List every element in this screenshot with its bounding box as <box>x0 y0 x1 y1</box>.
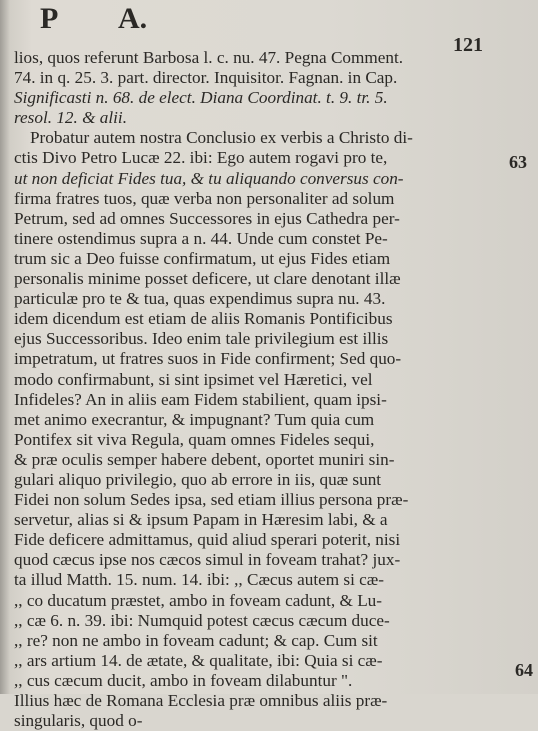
text-line: ,, re? non ne ambo in foveam cadunt; & cap. Cum sit <box>14 630 378 650</box>
text-line: 74. in q. 25. 3. part. director. Inquisitor. Fagnan. in Cap. <box>14 68 398 88</box>
header-letter-left: P <box>40 2 61 35</box>
text-line: ctis Divo Petro Lucæ 22. ibi: Ego autem rogavi pro te, <box>14 148 388 168</box>
text-line: idem dicendum est etiam de aliis Romanis Pontificibus <box>14 309 393 329</box>
margin-note: 64 <box>515 660 533 680</box>
text-line: ,, ars artium 14. de ætate, & qualitate, ibi: Quia si cæ- <box>14 650 383 670</box>
text-line: resol. 12. & alii. <box>14 108 127 128</box>
page-number: 121 <box>453 34 483 56</box>
text-line: ,, cæ 6. n. 39. ibi: Numquid potest cæcus cæcum duce- <box>14 610 390 630</box>
text-line: met animo execrantur, & impugnant? Tum quia cum <box>14 409 375 429</box>
text-line: tinere ostendimus supra a n. 44. Unde cum constet Pe- <box>14 228 388 248</box>
text-line: ut non deficiat Fides tua, & tu aliquando conversus con- <box>14 168 404 188</box>
text-line: & præ oculis semper habere debent, oportet muniri sin- <box>14 449 395 469</box>
text-line: Probatur autem nostra Conclusio ex verbis a Christo di- <box>30 128 413 148</box>
text-line: ejus Successoribus. Ideo enim tale privilegium est illis <box>14 329 389 349</box>
text-line: Illius hæc de Romana Ecclesia præ omnibus aliis præ- <box>14 691 388 710</box>
text-line: ta illud Matth. 15. num. 14. ibi: ,, Cæcus autem si cæ- <box>14 570 384 590</box>
page-gutter-shadow <box>0 0 10 694</box>
text-line: firma fratres tuos, quæ verba non personaliter ad solum <box>14 188 395 208</box>
margin-note: 63 <box>509 152 527 172</box>
text-line: quod cæcus ipse nos cæcos simul in foveam trahat? jux- <box>14 550 401 570</box>
header-letter-right: A. <box>118 2 148 35</box>
text-line: ,, co ducatum præstet, ambo in foveam cadunt, & Lu- <box>14 590 383 610</box>
text-line: Pontifex sit viva Regula, quam omnes Fideles sequi, <box>14 429 375 449</box>
text-line: Significasti n. 68. de elect. Diana Coordinat. t. 9. tr. 5. <box>14 88 388 108</box>
body-text <box>14 48 510 731</box>
text-line: singularis, quod o- <box>14 711 143 731</box>
text-line: personalis minime posset deficere, ut clare denotant illæ <box>14 269 401 289</box>
text-line: Petrum, sed ad omnes Successores in ejus Cathedra per- <box>14 208 400 228</box>
text-line: Fide deficere admittamus, quid aliud sperari poterit, nisi <box>14 530 401 550</box>
text-line: gulari aliquo privilegio, quo ab errore in iis, quæ sunt <box>14 469 382 489</box>
text-line: Fidei non solum Sedes ipsa, sed etiam illius persona præ- <box>14 490 409 510</box>
text-line: ,, cus cæcum ducit, ambo in foveam dilabuntur ". <box>14 670 353 690</box>
text-line: lios, quos referunt Barbosa l. c. nu. 47. Pegna Comment. <box>14 48 404 67</box>
text-line: particulæ pro te & tua, quas expendimus supra nu. 43. <box>14 289 386 309</box>
text-line: servetur, alias si & ipsum Papam in Hæresim labi, & a <box>14 510 388 530</box>
text-line: trum sic a Deo fuisse confirmatum, ut ejus Fides etiam <box>14 248 391 268</box>
text-line: Infideles? An in aliis eam Fidem stabilient, quam ipsi- <box>14 389 387 409</box>
page-header <box>0 0 538 56</box>
text-line: impetratum, ut fratres suos in Fide confirment; Sed quo- <box>14 349 402 369</box>
text-line: modo confirmabunt, si sint ipsimet vel Hæretici, vel <box>14 369 373 389</box>
